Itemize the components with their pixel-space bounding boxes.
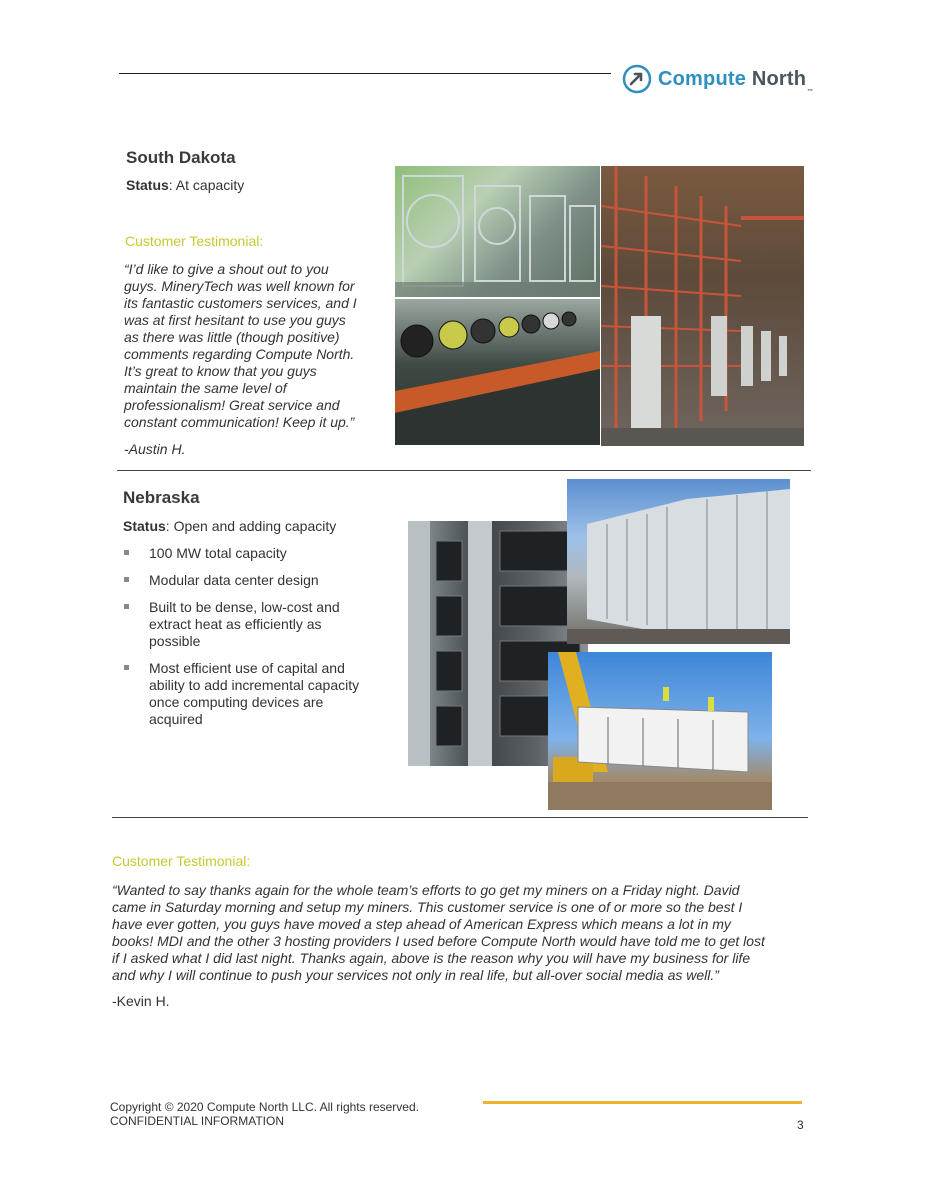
fan-wall-illustration [395,166,600,297]
list-item [124,660,374,728]
list-item [124,545,374,562]
bullet-square-icon [124,665,129,670]
header-rule [119,73,611,74]
section-divider-1 [117,470,811,471]
compute-north-logo [622,64,813,94]
status-value: : At capacity [168,177,245,193]
nebraska-bullets [124,545,374,738]
south-dakota-title: South Dakota [126,148,236,167]
logo-word-compute: Compute [658,67,747,90]
status-value: : Open and adding capacity [165,518,337,534]
footer-copyright: Copyright © 2020 Compute North LLC. All rights reserved. [110,1100,419,1114]
modular-container-photo [567,479,790,644]
compute-north-logo-icon [622,64,652,94]
quote-line: have ever gotten, you guys have moved a step ahead of American Express which means a lot in my [112,916,731,932]
modular-container-illustration [567,479,790,644]
bullet-text: Modular data center design [149,572,319,588]
nebraska-title: Nebraska [123,488,200,507]
quote-line: It’s great to know that you guys [124,363,317,379]
footer-accent-rule [483,1101,802,1104]
south-dakota-quote [124,261,394,431]
nebraska-status [123,518,336,534]
racks-illustration [601,166,804,446]
logo-wordmark [658,67,814,95]
racks-photo [601,166,804,446]
quote-line: guys. MineryTech was well known for [124,278,355,294]
fan-wall-photo [395,166,600,297]
quote-line: if I asked what I did last night. Thanks again, above is the reason why you will have my business for life [112,950,751,966]
bullet-square-icon [124,604,129,609]
bullet-square-icon [124,550,129,555]
bullet-text: 100 MW total capacity [149,545,287,561]
crane-lift-photo [548,652,772,810]
quote-line: “I’d like to give a shout out to you [124,261,329,277]
status-label: Status [126,177,169,193]
quote-line: “Wanted to say thanks again for the whole team’s efforts to go get my miners on a Friday night. David [112,882,740,898]
section-divider-2 [112,817,808,818]
bullet-square-icon [124,577,129,582]
crane-lift-illustration [548,652,772,810]
miner-fans-photo [395,299,600,445]
south-dakota-author: -Austin H. [124,441,186,457]
list-item [124,572,374,589]
bottom-testimonial-quote [112,882,812,984]
quote-line: as there was little (though positive) [124,329,340,345]
south-dakota-testimonial-heading: Customer Testimonial: [125,233,264,249]
quote-line: books! MDI and the other 3 hosting providers I used before Compute North would have told me to get lost [112,933,765,949]
page-number: 3 [797,1118,804,1132]
bottom-testimonial-heading: Customer Testimonial: [112,853,251,869]
list-item [124,599,374,650]
quote-line: maintain the same level of [124,380,287,396]
bullet-text: Built to be dense, low-cost and extract heat as efficiently as possible [149,599,340,649]
south-dakota-status [126,177,244,193]
footer-confidential: CONFIDENTIAL INFORMATION [110,1114,284,1128]
miner-fans-illustration [395,299,600,445]
quote-line: and why I will continue to push your services not only in real life, but all-over social media as well.” [112,967,719,983]
bullet-text: Most efficient use of capital and ability to add incremental capacity once computing devices are acquired [149,660,360,727]
quote-line: was at first hesitant to use you guys [124,312,346,328]
quote-line: comments regarding Compute North. [124,346,355,362]
logo-word-north: North [751,67,807,90]
quote-line: came in Saturday morning and setup my miners. This customer service is one of or more so the best I [112,899,743,915]
quote-line: constant communication! Keep it up.” [124,414,355,430]
quote-line: professionalism! Great service and [124,397,340,413]
logo-trademark: ™ [807,88,814,95]
quote-line: its fantastic customers services, and I [124,295,357,311]
bottom-testimonial-author: -Kevin H. [112,993,170,1009]
status-label: Status [123,518,166,534]
